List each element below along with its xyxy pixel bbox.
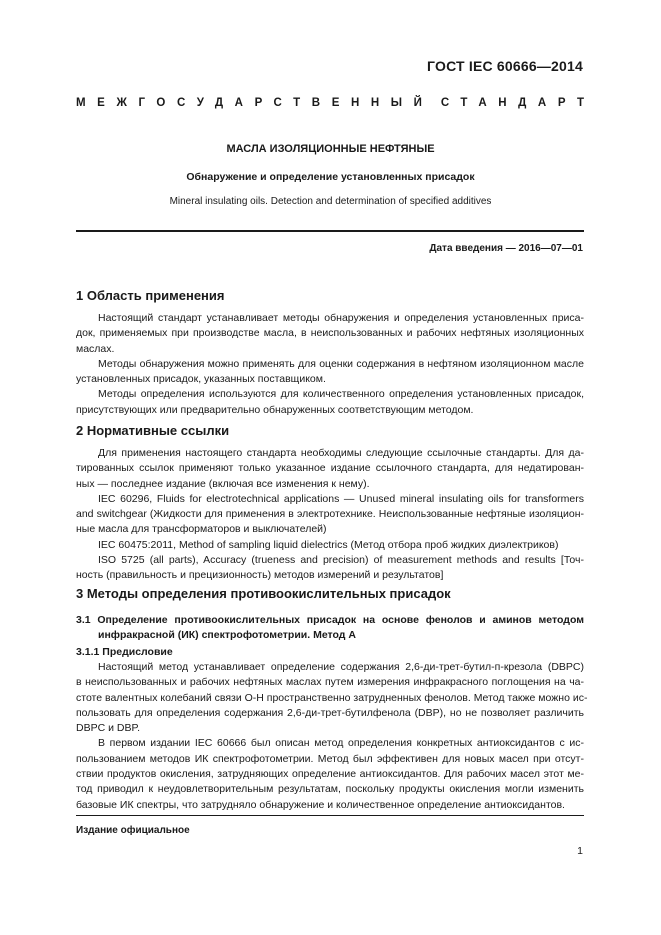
official-edition-label: Издание официальное — [76, 825, 190, 836]
text-line: ных — последнее издание (включая все изменения к нему). — [76, 477, 370, 490]
introduction-date: Дата введения — 2016—07—01 — [429, 243, 583, 254]
text-line: маслах. — [76, 342, 115, 355]
text-line: ность (правильность и прецизионность) методов измерений и результатов] — [76, 569, 444, 582]
text-line: док, применяемых при производстве масла, в неиспользованных и рабочих нефтяных изоляционных — [76, 327, 584, 340]
text-line: Для применения настоящего стандарта необходимы следующие ссылочные стандарты. Для да- — [98, 447, 584, 459]
text-line: Настоящий стандарт устанавливает методы обнаружения и определения установленных приса- — [98, 312, 584, 324]
text-line: DBPC и DBP. — [76, 722, 141, 735]
text-line: Настоящий метод устанавливает определение содержания 2,6-ди-трет-бутил-п-крезола (DBPC) — [98, 661, 584, 673]
document-title-english: Mineral insulating oils. Detection and determination of specified additives — [169, 196, 492, 207]
text-line: тированных ссылок применяют только указанное издание ссылочного стандарта, для недатирован- — [76, 462, 584, 475]
subsection-3-1-heading: 3.1 Определение противоокислительных присадок на основе фенолов и аминов методом инфракрасной (ИК) спектрофотометрии. Метод А — [76, 614, 584, 641]
section-1-body — [76, 311, 584, 418]
text-line: Методы определения используются для количественного определения установленных присадок, — [98, 388, 584, 401]
text-line: пользованием методов ИК спектрофотометрии. Метод был эффективен для новых масел при отсут- — [76, 752, 584, 765]
text-line: ные масла для трансформаторов и выключателей) — [76, 523, 327, 536]
banner-word-standard: СТАНДАРТ — [440, 97, 596, 109]
section-3-body — [76, 660, 588, 813]
text-line: В первом издании IEC 60666 был описан метод определения конкретных антиоксидантов с ис- — [98, 737, 584, 750]
text-line: в неиспользованных и рабочих нефтяных маслах путем измерения инфракрасного поглощения на ча- — [76, 676, 584, 689]
text-line: and switchgear (Жидкости для применения в электротехнике. Неиспользованные нефтяные изоляцион- — [76, 508, 584, 521]
banner-word-interstate: МЕЖГОСУДАРСТВЕННЫЙ — [76, 97, 434, 109]
text-line: тод приводил к неудовлетворительным результатам, поскольку продукты окисления могли изменить — [76, 783, 584, 796]
text-line: базовые ИК спектры, что затрудняло обнаружение и количественное определение антиоксидантов. — [76, 798, 565, 811]
title-divider — [76, 230, 584, 232]
subsection-3-1-1-heading: 3.1.1 Предисловие — [76, 646, 173, 658]
text-line: IEC 60296, Fluids for electrotechnical applications — Unused mineral insulating oils for transformers — [98, 492, 584, 505]
interstate-standard-banner — [76, 97, 596, 109]
footer-divider — [76, 815, 584, 816]
text-line: ствии продуктов окисления, затрудняющих определение антиоксидантов. Для рабочих масел этот ме- — [76, 768, 584, 781]
document-subtitle: Обнаружение и определение установленных присадок — [186, 171, 475, 183]
text-line: присутствующих или предварительно обнаруженных соответствующим методом. — [76, 403, 474, 416]
text-line: пользовать для определения содержания 2,6-ди-трет-бутилфенола (DBP), но не позволяет различить — [76, 706, 584, 719]
text-line: IEC 60475:2011, Method of sampling liquid dielectrics (Метод отбора проб жидких диэлектриков) — [98, 538, 559, 551]
section-3-heading: 3 Методы определения противоокислительных присадок — [76, 586, 451, 601]
text-line: стоте валентных колебаний связи О-Н пространственно затрудненных фенолов. Метод также можно ис- — [76, 691, 588, 704]
section-2-heading: 2 Нормативные ссылки — [76, 423, 230, 438]
document-code: ГОСТ IEC 60666—2014 — [427, 58, 583, 74]
text-line: установленных присадок, указанных поставщиком. — [76, 373, 326, 386]
document-title: МАСЛА ИЗОЛЯЦИОННЫЕ НЕФТЯНЫЕ — [226, 143, 435, 155]
text-line: Методы обнаружения можно применять для оценки содержания в нефтяном изоляционном масле — [98, 357, 584, 370]
section-2-body — [76, 446, 584, 584]
text-line: ISO 5725 (all parts), Accuracy (trueness and precision) of measurement methods and results [Точ- — [98, 554, 584, 567]
section-1-heading: 1 Область применения — [76, 288, 225, 303]
page-number: 1 — [577, 845, 583, 857]
